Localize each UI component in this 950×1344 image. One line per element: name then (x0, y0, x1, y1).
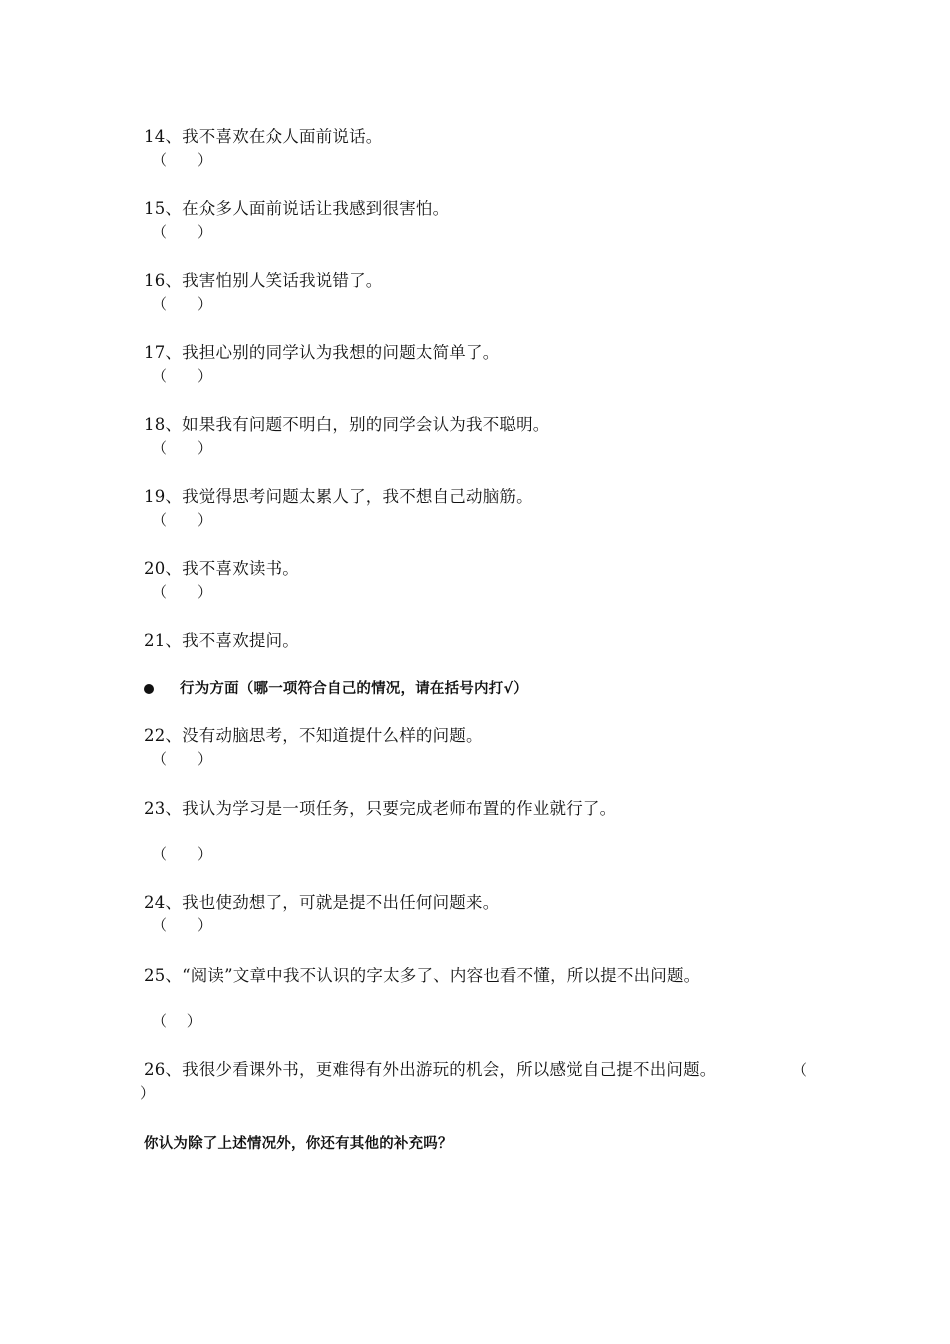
bullet-icon (144, 684, 154, 694)
question-20: 20、我不喜欢读书。 (144, 559, 299, 578)
question-25: 25、“阅读”文章中我不认识的字太多了、内容也看不懂，所以提不出问题。 (144, 966, 701, 985)
question-23: 23、我认为学习是一项任务，只要完成老师布置的作业就行了。 (144, 799, 617, 818)
question-15: 15、在众多人面前说话让我感到很害怕。 (144, 199, 450, 218)
question-18: 18、如果我有问题不明白，别的同学会认为我不聪明。 (144, 415, 550, 434)
answer-blank-26-open: （ (792, 1061, 808, 1079)
answer-blank-17: （ ） (152, 367, 213, 385)
answer-blank-19: （ ） (152, 511, 213, 529)
answer-blank-16: （ ） (152, 295, 213, 313)
question-24: 24、我也使劲想了，可就是提不出任何问题来。 (144, 893, 500, 912)
answer-blank-25: （ ） (152, 1012, 202, 1030)
question-16: 16、我害怕别人笑话我说错了。 (144, 271, 383, 290)
question-17: 17、我担心别的同学认为我想的问题太简单了。 (144, 343, 500, 362)
answer-blank-22: （ ） (152, 750, 213, 768)
answer-blank-24: （ ） (152, 916, 213, 934)
question-19: 19、我觉得思考问题太累人了，我不想自己动脑筋。 (144, 487, 533, 506)
answer-blank-14: （ ） (152, 151, 213, 169)
answer-blank-23: （ ） (152, 845, 213, 863)
question-14: 14、我不喜欢在众人面前说话。 (144, 127, 383, 146)
question-21: 21、我不喜欢提问。 (144, 631, 299, 650)
answer-blank-15: （ ） (152, 223, 213, 241)
closing-question: 你认为除了上述情况外，你还有其他的补充吗？ (144, 1136, 453, 1152)
question-26: 26、我很少看课外书，更难得有外出游玩的机会，所以感觉自己提不出问题。 (144, 1060, 717, 1079)
section-heading: 行为方面（哪一项符合自己的情况，请在括号内打√） (180, 681, 528, 697)
answer-blank-18: （ ） (152, 439, 213, 457)
question-22: 22、没有动脑思考，不知道提什么样的问题。 (144, 726, 483, 745)
answer-blank-26-close: ） (140, 1084, 156, 1102)
answer-blank-20: （ ） (152, 583, 213, 601)
